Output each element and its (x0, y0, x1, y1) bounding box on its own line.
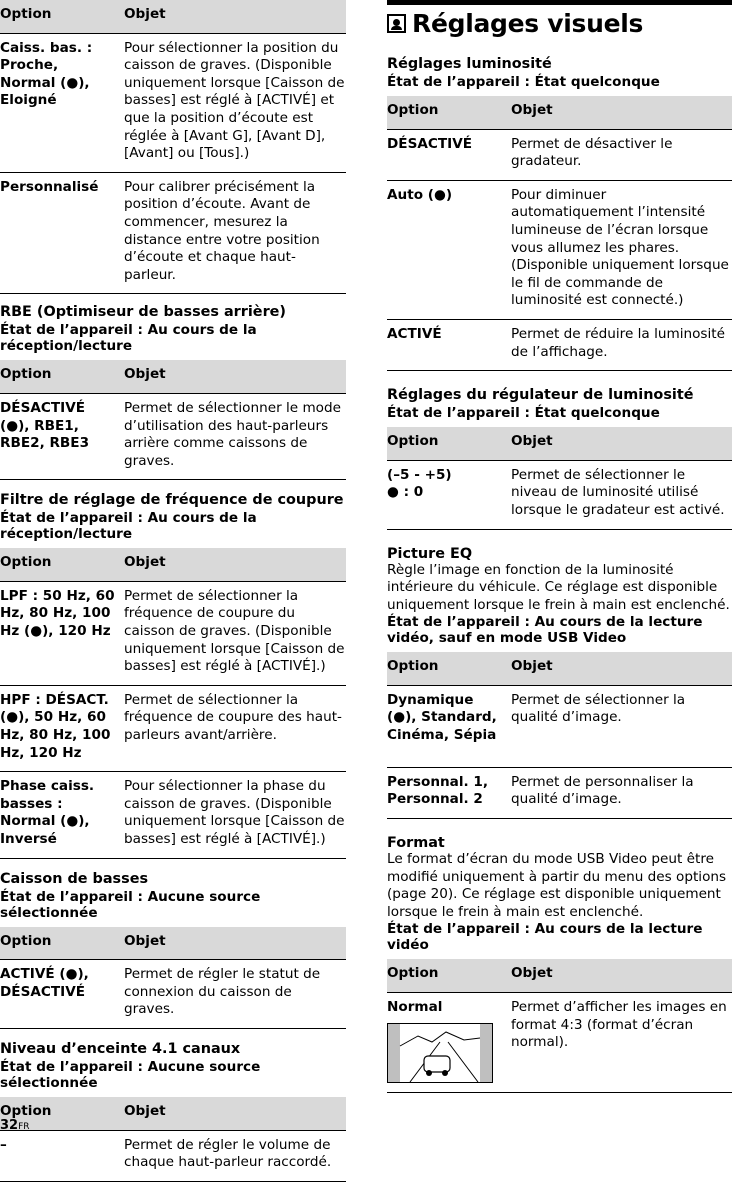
section-title: Réglages luminosité (387, 56, 552, 72)
objet-cell: Permet d’afficher les images en format 4:3 (format d’écran normal). (511, 993, 732, 1093)
objet-cell: Permet de régler le statut de connexion du caisson de graves. (124, 960, 346, 1029)
left-column (0, 0, 346, 1182)
header-option: Option (0, 548, 124, 581)
header-option: Option (0, 0, 124, 33)
option-cell (387, 993, 511, 1093)
section-state: État de l’appareil : Aucune source sélectionnée (0, 1058, 261, 1091)
option-cell: ACTIVÉ (●), DÉSACTIVÉ (0, 960, 124, 1029)
header-objet: Objet (511, 959, 732, 992)
section-state: État de l’appareil : Aucune source sélectionnée (0, 888, 261, 921)
rbe-table (0, 360, 346, 480)
option-cell: Dynamique (●), Standard, Cinéma, Sépia (387, 685, 511, 767)
option-cell: HPF : DÉSACT. (●), 50 Hz, 60 Hz, 80 Hz, 100 Hz, 120 Hz (0, 685, 124, 771)
header-objet: Objet (124, 0, 346, 33)
section-title: Format (387, 835, 445, 852)
right-column (387, 0, 732, 1093)
section-state: État de l’appareil : État quelconque (387, 74, 660, 90)
speaker-level-table (0, 1097, 346, 1182)
objet-cell: Pour calibrer précisément la position d’écoute. Avant de commencer, mesurez la distance entre votre position d’écoute et chaque haut-parleur. (124, 172, 346, 294)
table-row (0, 581, 346, 685)
objet-cell: Permet de sélectionner la fréquence de coupure du caisson de graves. (Disponible uniquement lorsque [Caisson de basses] est réglé à [ACTIVÉ].) (124, 581, 346, 685)
option-cell: Personnal. 1, Personnal. 2 (387, 767, 511, 818)
objet-cell: Permet de sélectionner le mode d’utilisation des haut-parleurs arrière comme caissons de graves. (124, 393, 346, 479)
table-row (0, 172, 346, 294)
table-row (0, 772, 346, 858)
header-objet: Objet (511, 96, 732, 129)
section-title: RBE (Optimiseur de basses arrière) (0, 304, 286, 321)
section-state: État de l’appareil : Au cours de la réception/lecture (0, 510, 257, 543)
objet-cell: Permet de sélectionner la qualité d’image. (511, 685, 732, 767)
section-title: Niveau d’enceinte 4.1 canaux (0, 1040, 241, 1057)
chapter-rule (387, 0, 732, 5)
section-title: Picture EQ (387, 545, 473, 562)
picture-eq-table (387, 652, 732, 819)
objet-cell: Pour sélectionner la position du caisson de graves. (Disponible uniquement lorsque [Caisson de basses] est réglé à [ACTIVÉ] et que la position d’écoute est réglée à [Avant G], [Avant D], [Avant] ou [Tous].) (124, 33, 346, 172)
section-state: État de l’appareil : Au cours de la réception/lecture (0, 322, 257, 355)
format-table (387, 959, 732, 1093)
section-title: Caisson de basses (0, 870, 149, 887)
option-cell: LPF : 50 Hz, 60 Hz, 80 Hz, 100 Hz (●), 120 Hz (0, 581, 124, 685)
header-option: Option (387, 652, 511, 685)
table-row (0, 393, 346, 479)
option-cell: Auto (●) (387, 180, 511, 319)
objet-cell: Permet de désactiver le gradateur. (511, 129, 732, 180)
table-row (387, 319, 732, 370)
car-body (424, 1056, 450, 1072)
header-option: Option (0, 927, 124, 960)
table-row (0, 1130, 346, 1181)
section-body: Règle l’image en fonction de la luminosité intérieure du véhicule. Ce réglage est disponible uniquement lorsque le frein à main est enclenché. (387, 561, 730, 613)
letterbox-left (388, 1024, 400, 1082)
section-title: Filtre de réglage de fréquence de coupure (0, 492, 344, 509)
objet-cell: Pour diminuer automatiquement l’intensité lumineuse de l’écran lorsque vous allumez les phares. (Disponible uniquement lorsque le fil de commande de luminosité est connecté.) (511, 180, 732, 319)
header-objet: Objet (124, 360, 346, 393)
table-row (0, 33, 346, 172)
section-state: État de l’appareil : Au cours de la lecture vidéo (387, 921, 703, 954)
option-cell: Caiss. bas. : Proche, Normal (●), Eloigné (0, 33, 124, 172)
subwoofer-table (0, 927, 346, 1029)
subwoofer-position-table (0, 0, 346, 294)
letterbox-right (480, 1024, 492, 1082)
table-row (387, 129, 732, 180)
section-state: État de l’appareil : Au cours de la lecture vidéo, sauf en mode USB Video (387, 614, 703, 647)
option-cell: (–5 - +5) ● : 0 (387, 460, 511, 529)
objet-cell: Permet de sélectionner la fréquence de coupure des haut-parleurs avant/arrière. (124, 685, 346, 771)
header-objet: Objet (511, 427, 732, 460)
table-row (387, 993, 732, 1093)
section-title: Réglages du régulateur de luminosité (387, 387, 694, 404)
header-option: Option (387, 427, 511, 460)
page-number (0, 1118, 30, 1133)
chapter-title (387, 9, 732, 38)
header-option: Option (387, 959, 511, 992)
option-label: Normal (387, 999, 443, 1016)
dimmer-table (387, 427, 732, 529)
mountains (400, 1032, 480, 1046)
option-cell: Phase caiss. basses : Normal (●), Inversé (0, 772, 124, 858)
option-cell: – (0, 1130, 124, 1181)
table-row (387, 767, 732, 818)
table-row (0, 685, 346, 771)
table-row (387, 460, 732, 529)
page-number-value: 32 (0, 1118, 19, 1133)
header-option: Option (0, 360, 124, 393)
objet-cell: Permet de régler le volume de chaque haut-parleur raccordé. (124, 1130, 346, 1181)
objet-cell: Pour sélectionner la phase du caisson de graves. (Disponible uniquement lorsque [Caisson de basses] est réglé à [ACTIVÉ].) (124, 772, 346, 858)
header-objet: Objet (124, 927, 346, 960)
car-road-illustration (388, 1024, 492, 1082)
page-lang: FR (18, 1122, 30, 1132)
table-row (387, 180, 732, 319)
brightness-table (387, 96, 732, 371)
header-objet: Objet (511, 652, 732, 685)
section-body: Le format d’écran du mode USB Video peut être modifié uniquement à partir du menu des options (page 20). Ce réglage est disponible uniquement lorsque le frein à main est enclenché. (387, 851, 727, 920)
option-cell: DÉSACTIVÉ (●), RBE1, RBE2, RBE3 (0, 393, 124, 479)
header-option: Option (387, 96, 511, 129)
section-state: État de l’appareil : État quelconque (387, 405, 660, 422)
objet-cell: Permet de sélectionner le niveau de luminosité utilisé lorsque le gradateur est activé. (511, 460, 732, 529)
car-wheel (426, 1070, 432, 1076)
objet-cell: Permet de personnaliser la qualité d’image. (511, 767, 732, 818)
option-cell: Personnalisé (0, 172, 124, 294)
header-objet: Objet (124, 548, 346, 581)
table-row (0, 960, 346, 1029)
option-cell: ACTIVÉ (387, 319, 511, 370)
crossover-filter-table (0, 548, 346, 858)
option-cell: DÉSACTIVÉ (387, 129, 511, 180)
header-option: Option (0, 1097, 124, 1130)
car-wheel (442, 1070, 448, 1076)
table-row (387, 685, 732, 767)
header-objet: Objet (124, 1097, 346, 1130)
visual-settings-icon (387, 14, 406, 33)
objet-cell: Permet de réduire la luminosité de l’affichage. (511, 319, 732, 370)
chapter-title-text: Réglages visuels (412, 9, 644, 38)
normal-format-illustration (387, 1023, 493, 1083)
